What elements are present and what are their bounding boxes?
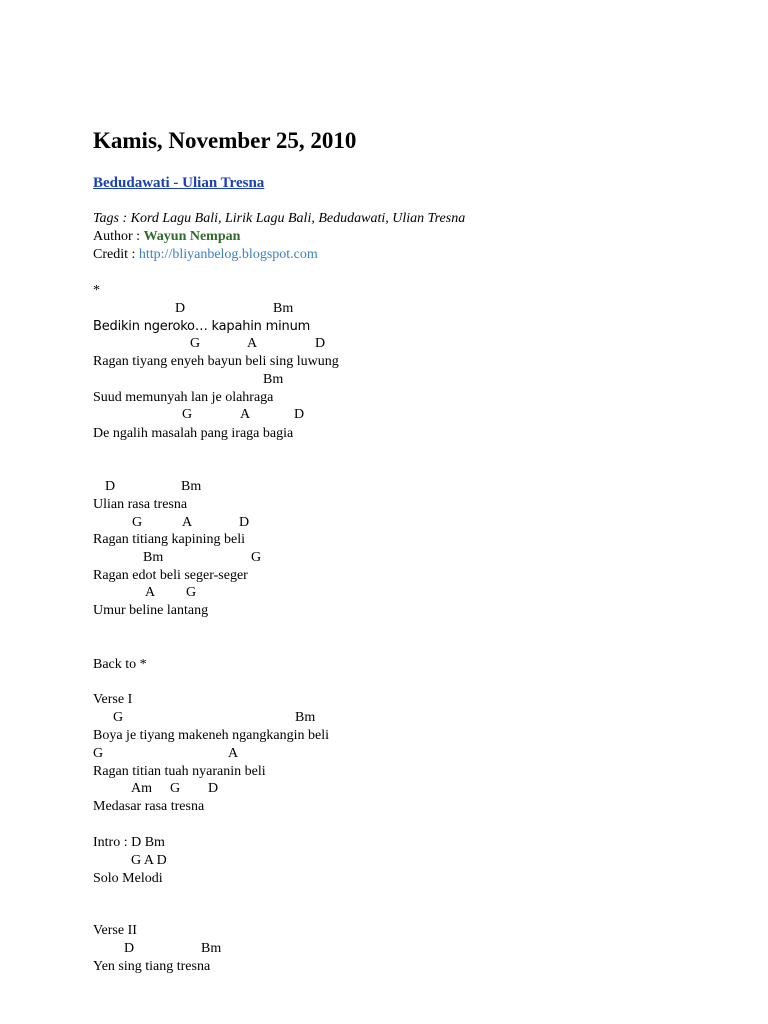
chord: D bbox=[208, 781, 219, 796]
chorus-mark: * bbox=[93, 283, 100, 298]
chord: Bm bbox=[295, 710, 316, 725]
lyric-line: De ngalih masalah pang iraga bagia bbox=[93, 426, 294, 441]
post-credit bbox=[93, 247, 318, 263]
chord: G bbox=[190, 336, 201, 351]
chord: D bbox=[294, 407, 305, 422]
chord: A bbox=[247, 336, 258, 351]
chord: Am bbox=[131, 781, 152, 796]
lyric-line: Boya je tiyang makeneh ngangkangin beli bbox=[93, 728, 329, 743]
chord: D bbox=[239, 515, 250, 530]
lyric-line: Medasar rasa tresna bbox=[93, 799, 205, 814]
chord: Bm bbox=[263, 372, 284, 387]
lyric-line: Yen sing tiang tresna bbox=[93, 959, 211, 974]
section-label: Verse I bbox=[93, 692, 133, 707]
author-label: Author : bbox=[93, 229, 144, 244]
credit-link[interactable]: http://bliyanbelog.blogspot.com bbox=[138, 247, 318, 262]
chord: G bbox=[182, 407, 193, 422]
chord: A bbox=[240, 407, 251, 422]
lyric-line: Ragan edot beli seger-seger bbox=[93, 568, 248, 583]
post-date: Kamis, November 25, 2010 bbox=[93, 128, 357, 153]
post-title-link[interactable]: Bedudawati - Ulian Tresna bbox=[93, 175, 265, 191]
chord: Bm bbox=[201, 941, 222, 956]
chord: A bbox=[145, 585, 156, 600]
solo-label: Solo Melodi bbox=[93, 871, 163, 886]
author-name: Wayun Nempan bbox=[143, 229, 241, 244]
lyric-line: Ragan titian tuah nyaranin beli bbox=[93, 764, 266, 779]
chord: G bbox=[93, 746, 104, 761]
chord: D bbox=[105, 479, 116, 494]
chord: Bm bbox=[143, 550, 164, 565]
lyric-line: Umur beline lantang bbox=[93, 603, 209, 618]
intro-label: Intro : D Bm bbox=[93, 835, 165, 850]
lyric-line: Suud memunyah lan je olahraga bbox=[93, 390, 274, 405]
post-author bbox=[93, 229, 240, 245]
chord: D bbox=[175, 301, 186, 316]
section-label: Verse II bbox=[93, 923, 137, 938]
chord: D bbox=[315, 336, 326, 351]
chord: G bbox=[186, 585, 197, 600]
post-tags: Tags : Kord Lagu Bali, Lirik Lagu Bali, Bedudawati, Ulian Tresna bbox=[93, 211, 466, 226]
chord: G bbox=[170, 781, 181, 796]
chord: D bbox=[124, 941, 135, 956]
chord: Bm bbox=[181, 479, 202, 494]
chord: Bm bbox=[273, 301, 294, 316]
intro-chords: G A D bbox=[131, 853, 167, 868]
credit-label: Credit : bbox=[93, 247, 139, 262]
chord: G bbox=[113, 710, 124, 725]
chord: A bbox=[182, 515, 193, 530]
chord: G bbox=[132, 515, 143, 530]
chord: A bbox=[228, 746, 239, 761]
lyric-line: Ragan titiang kapining beli bbox=[93, 532, 246, 547]
back-to-chorus: Back to * bbox=[93, 657, 147, 672]
lyric-line: Ulian rasa tresna bbox=[93, 497, 188, 512]
lyric-line: Ragan tiyang enyeh bayun beli sing luwung bbox=[93, 354, 339, 369]
chord: G bbox=[251, 550, 262, 565]
lyric-line: Bedikin ngeroko… kapahin minum bbox=[93, 319, 311, 334]
